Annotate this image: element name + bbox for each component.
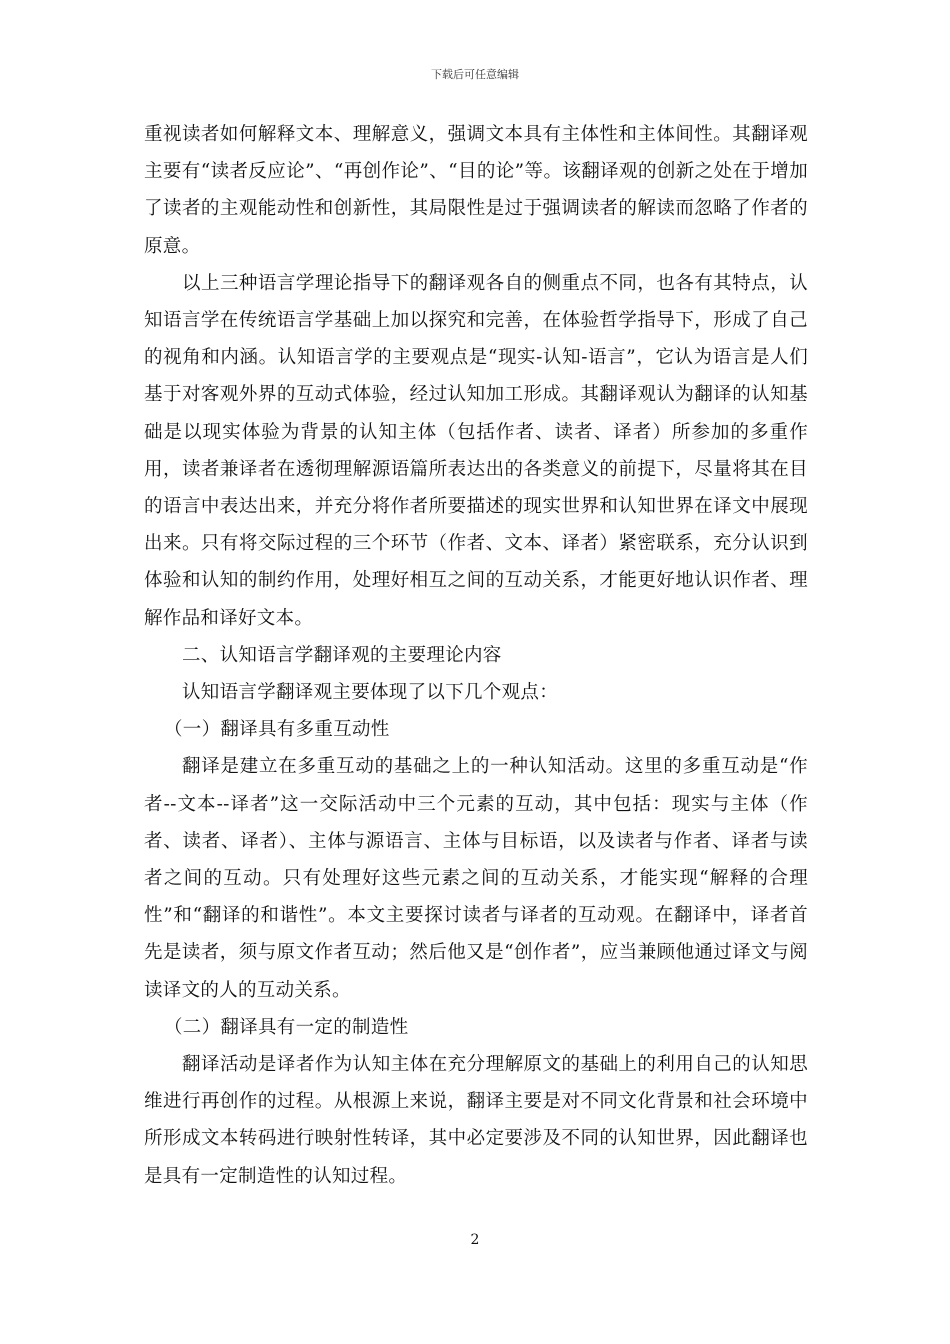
page-number: 2 (470, 1232, 480, 1248)
document-body (144, 116, 808, 1195)
paragraph-creativity: 翻译活动是译者作为认知主体在充分理解原文的基础上的利用自己的认知思维进行再创作的过程。从根源上来说，翻译主要是对不同文化背景和社会环境中所形成文本转码进行映射性转译，其中必定要涉及不同的认知世界，因此翻译也是具有一定制造性的认知过程。 (144, 1054, 808, 1187)
paragraph-translation-views: 以上三种语言学理论指导下的翻译观各自的侧重点不同，也各有其特点，认知语言学在传统语言学基础上加以探究和完善，在体验哲学指导下，形成了自己的视角和内涵。认知语言学的主要观点是“现实-认知-语言”，它认为语言是人们基于对客观外界的互动式体验，经过认知加工形成。其翻译观认为翻译的认知基础是以现实体验为背景的认知主体（包括作者、读者、译者）所参加的多重作用，读者兼译者在透彻理解源语篇所表达出的各类意义的前提下，尽量将其在目的语言中表达出来，并充分将作者所要描述的现实世界和认知世界在译文中展现出来。只有将交际过程的三个环节（作者、文本、译者）紧密联系，充分认识到体验和认知的制约作用，处理好相互之间的互动关系，才能更好地认识作者、理解作品和译好文本。 (144, 272, 808, 629)
subheading-creativity: （二）翻译具有一定的制造性 (164, 1016, 409, 1038)
page-header: 下载后可任意编辑 (431, 68, 519, 81)
section-heading-2: 二、认知语言学翻译观的主要理论内容 (182, 644, 502, 666)
paragraph-interactivity: 翻译是建立在多重互动的基础之上的一种认知活动。这里的多重互动是“作者--文本--译者”这一交际活动中三个元素的互动，其中包括：现实与主体（作者、读者、译者）、主体与源语言、主体与目标语，以及读者与作者、译者与读者之间的互动。只有处理好这些元素之间的互动关系，才能实现“解释的合理性”和“翻译的和谐性”。本文主要探讨读者与译者的互动观。在翻译中，译者首先是读者，须与原文作者互动；然后他又是“创作者”，应当兼顾他通过译文与阅读译文的人的互动关系。 (144, 756, 808, 1001)
paragraph-intro-points: 认知语言学翻译观主要体现了以下几个观点： (182, 682, 559, 704)
subheading-interactivity: （一）翻译具有多重互动性 (164, 719, 390, 741)
paragraph-continuation: 重视读者如何解释文本、理解意义，强调文本具有主体性和主体间性。其翻译观主要有“读者反应论”、“再创作论”、“目的论”等。该翻译观的创新之处在于增加了读者的主观能动性和创新性，其局限性是过于强调读者的解读而忽略了作者的原意。 (144, 124, 808, 257)
